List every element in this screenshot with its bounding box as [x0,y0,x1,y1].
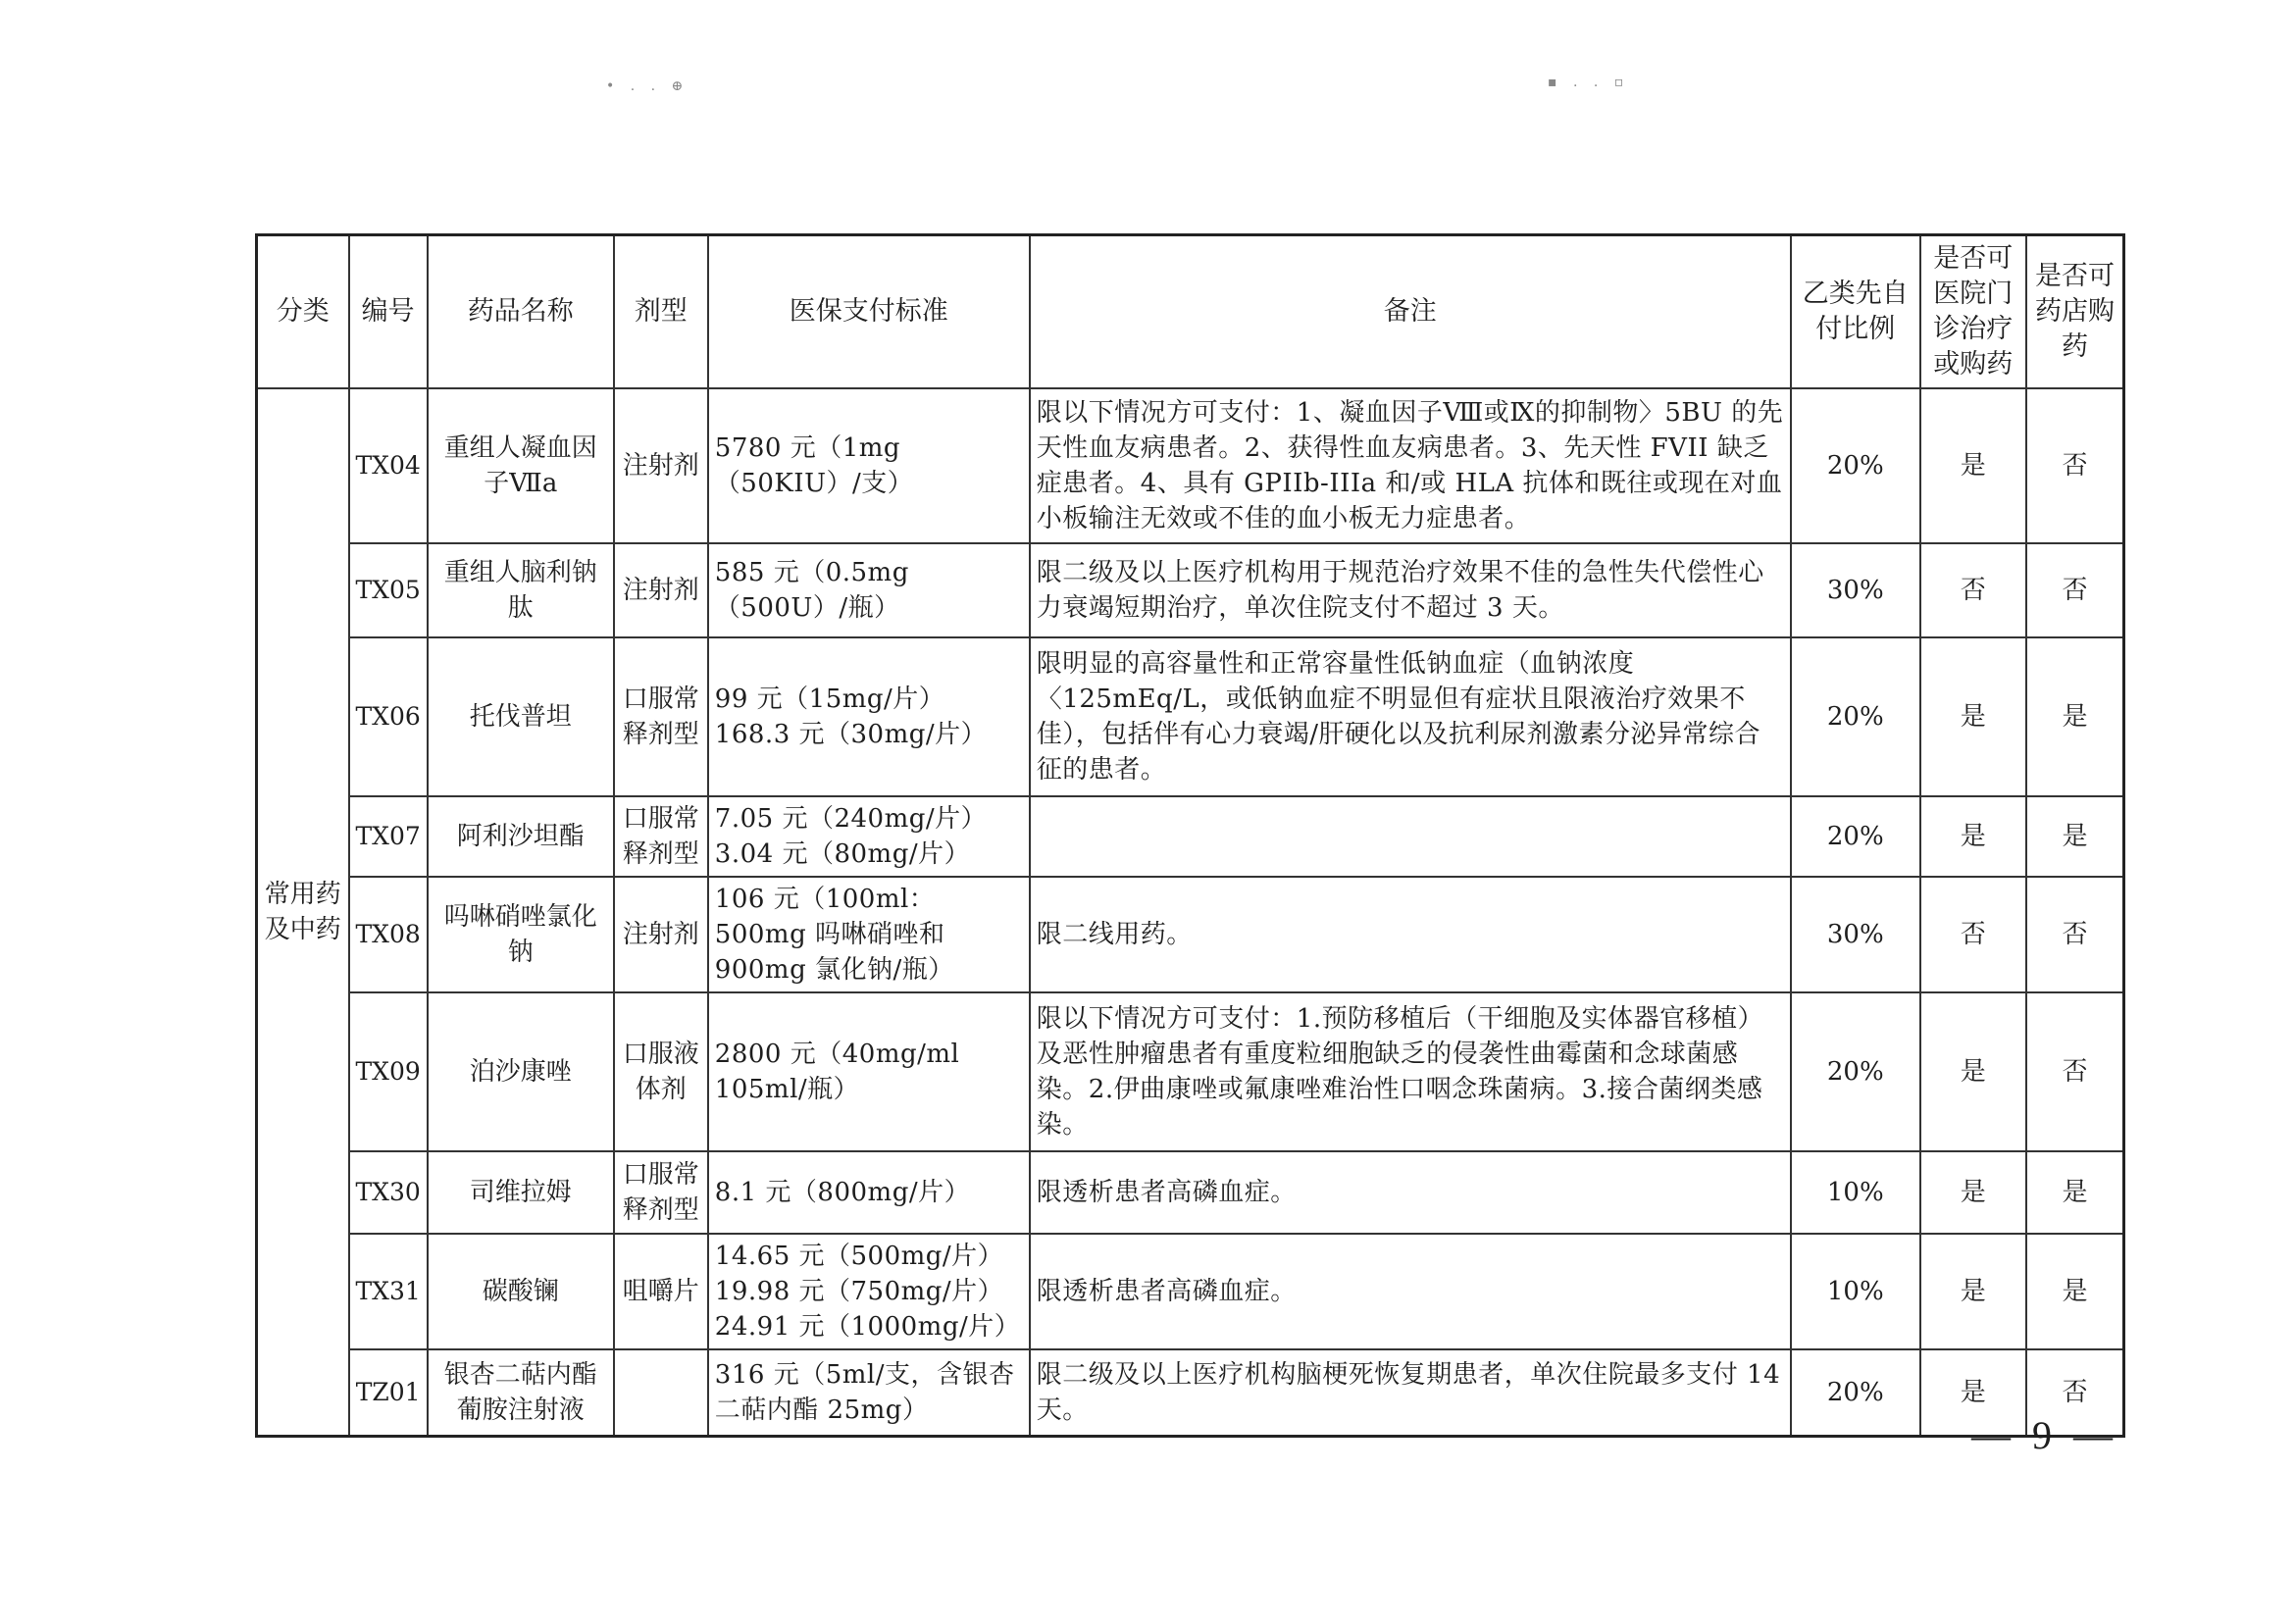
drug-name: 阿利沙坦酯 [428,796,614,877]
pharmacy-allowed: 否 [2026,543,2124,637]
payment-standard: 106 元（100ml：500mg 吗啉硝唑和 900mg 氯化钠/瓶） [708,877,1030,992]
self-pay-ratio: 20% [1791,388,1920,543]
dosage-form: 口服常释剂型 [614,637,708,796]
header-self-pay-ratio: 乙类先自付比例 [1791,235,1920,389]
drug-name: 托伐普坦 [428,637,614,796]
table-row [257,543,2124,637]
drug-code: TX06 [349,637,428,796]
hospital-allowed: 否 [1920,877,2026,992]
header-drug-name: 药品名称 [428,235,614,389]
pharmacy-allowed: 是 [2026,796,2124,877]
remark: 限明显的高容量性和正常容量性低钠血症（血钠浓度〈125mEq/L，或低钠血症不明显但有症状且限液治疗效果不佳），包括伴有心力衰竭/肝硬化以及抗利尿剂激素分泌异常综合征的患者。 [1030,637,1791,796]
header-dosage-form: 剂型 [614,235,708,389]
dosage-form: 咀嚼片 [614,1234,708,1349]
header-pharmacy-purchase: 是否可药店购药 [2026,235,2124,389]
drug-name: 重组人脑利钠肽 [428,543,614,637]
remark: 限透析患者高磷血症。 [1030,1151,1791,1234]
hospital-allowed: 否 [1920,543,2026,637]
hospital-allowed: 是 [1920,637,2026,796]
dosage-form: 注射剂 [614,877,708,992]
header-remark: 备注 [1030,235,1791,389]
payment-standard: 5780 元（1mg（50KIU）/支） [708,388,1030,543]
payment-standard: 7.05 元（240mg/片） 3.04 元（80mg/片） [708,796,1030,877]
remark: 限透析患者高磷血症。 [1030,1234,1791,1349]
hospital-allowed: 是 [1920,1151,2026,1234]
table-row [257,1234,2124,1349]
header-payment-standard: 医保支付标准 [708,235,1030,389]
remark: 限二级及以上医疗机构脑梗死恢复期患者，单次住院最多支付 14 天。 [1030,1349,1791,1436]
scan-mark-right: ▪ . . ▫ [1548,75,1630,90]
self-pay-ratio: 20% [1791,992,1920,1151]
scan-mark-left: • . . ⊕ [606,78,689,94]
remark [1030,796,1791,877]
drug-code: TX04 [349,388,428,543]
table-header-row [257,235,2124,389]
drug-code: TX05 [349,543,428,637]
hospital-allowed: 是 [1920,388,2026,543]
drug-payment-table [255,233,2125,1438]
self-pay-ratio: 10% [1791,1151,1920,1234]
table-row [257,1151,2124,1234]
table-row [257,796,2124,877]
hospital-allowed: 是 [1920,1234,2026,1349]
pharmacy-allowed: 否 [2026,992,2124,1151]
table-row [257,992,2124,1151]
category-cell: 常用药及中药 [257,388,349,1436]
dosage-form: 注射剂 [614,388,708,543]
table-row [257,1349,2124,1436]
drug-name: 银杏二萜内酯葡胺注射液 [428,1349,614,1436]
drug-code: TX07 [349,796,428,877]
remark: 限二级及以上医疗机构用于规范治疗效果不佳的急性失代偿性心力衰竭短期治疗，单次住院支付不超过 3 天。 [1030,543,1791,637]
payment-standard: 8.1 元（800mg/片） [708,1151,1030,1234]
payment-standard: 316 元（5ml/支，含银杏二萜内酯 25mg） [708,1349,1030,1436]
remark: 限以下情况方可支付：1.预防移植后（干细胞及实体器官移植）及恶性肿瘤患者有重度粒细胞缺乏的侵袭性曲霉菌和念球菌感染。2.伊曲康唑或氟康唑难治性口咽念珠菌病。3.接合菌纲类感染。 [1030,992,1791,1151]
dosage-form: 口服常释剂型 [614,1151,708,1234]
table-row [257,637,2124,796]
payment-standard: 99 元（15mg/片） 168.3 元（30mg/片） [708,637,1030,796]
self-pay-ratio: 20% [1791,1349,1920,1436]
drug-name: 司维拉姆 [428,1151,614,1234]
drug-code: TX31 [349,1234,428,1349]
header-hospital-outpatient: 是否可医院门诊治疗或购药 [1920,235,2026,389]
pharmacy-allowed: 否 [2026,388,2124,543]
self-pay-ratio: 20% [1791,796,1920,877]
self-pay-ratio: 30% [1791,543,1920,637]
pharmacy-allowed: 是 [2026,1234,2124,1349]
payment-standard: 585 元（0.5mg（500U）/瓶） [708,543,1030,637]
hospital-allowed: 是 [1920,796,2026,877]
remark: 限以下情况方可支付：1、凝血因子Ⅷ或Ⅸ的抑制物〉5BU 的先天性血友病患者。2、获得性血友病患者。3、先天性 FVII 缺乏症患者。4、具有 GPIIb-IIIa 和/或 HLA 抗体和既往或现在对血小板输注无效或不佳的血小板无力症患者。 [1030,388,1791,543]
payment-standard: 14.65 元（500mg/片） 19.98 元（750mg/片） 24.91 元（1000mg/片） [708,1234,1030,1349]
drug-code: TX09 [349,992,428,1151]
remark: 限二线用药。 [1030,877,1791,992]
drug-code: TX08 [349,877,428,992]
drug-code: TX30 [349,1151,428,1234]
self-pay-ratio: 20% [1791,637,1920,796]
drug-name: 泊沙康唑 [428,992,614,1151]
drug-name: 吗啉硝唑氯化钠 [428,877,614,992]
hospital-allowed: 是 [1920,992,2026,1151]
pharmacy-allowed: 是 [2026,1151,2124,1234]
dosage-form [614,1349,708,1436]
header-category: 分类 [257,235,349,389]
table-row [257,877,2124,992]
header-code: 编号 [349,235,428,389]
drug-name: 重组人凝血因子Ⅶa [428,388,614,543]
page-number: — 9 — [1971,1413,2118,1457]
self-pay-ratio: 30% [1791,877,1920,992]
dosage-form: 注射剂 [614,543,708,637]
drug-name: 碳酸镧 [428,1234,614,1349]
self-pay-ratio: 10% [1791,1234,1920,1349]
dosage-form: 口服液体剂 [614,992,708,1151]
table-row [257,388,2124,543]
pharmacy-allowed: 否 [2026,877,2124,992]
pharmacy-allowed: 否 [2026,1349,2124,1436]
payment-standard: 2800 元（40mg/ml 105ml/瓶） [708,992,1030,1151]
drug-code: TZ01 [349,1349,428,1436]
dosage-form: 口服常释剂型 [614,796,708,877]
hospital-allowed: 是 [1920,1349,2026,1436]
pharmacy-allowed: 是 [2026,637,2124,796]
